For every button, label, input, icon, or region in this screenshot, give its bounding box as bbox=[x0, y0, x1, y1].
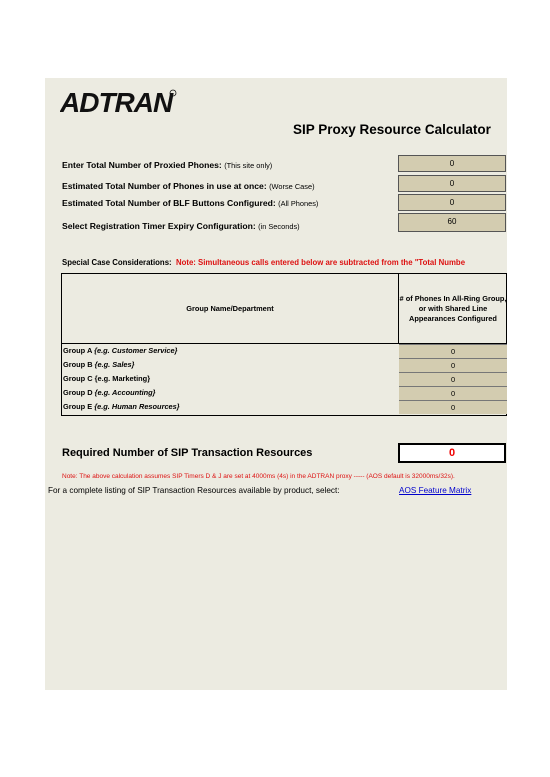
group-c-input[interactable]: 0 bbox=[399, 372, 507, 386]
group-table bbox=[61, 273, 507, 416]
table-row: Group B {e.g. Sales} 0 bbox=[62, 358, 506, 372]
special-case-heading: Special Case Considerations: Note: Simultaneous calls entered below are subtracted from the "Total Numbe bbox=[62, 258, 466, 267]
proxied-phones-label: Enter Total Number of Proxied Phones: (This site only) bbox=[62, 160, 273, 170]
required-resources-label: Required Number of SIP Transaction Resources bbox=[62, 447, 313, 459]
table-row: Group D {e.g. Accounting} 0 bbox=[62, 386, 506, 400]
group-name-header: Group Name/Department bbox=[62, 274, 399, 344]
listing-text: For a complete listing of SIP Transaction Resources available by product, select: bbox=[48, 486, 340, 495]
adtran-logo bbox=[60, 86, 180, 118]
table-row: Group A {e.g. Customer Service} 0 bbox=[62, 344, 506, 358]
group-a-input[interactable]: 0 bbox=[399, 344, 507, 358]
phones-count-header: # of Phones In All-Ring Group, or with Shared Line Appearances Configured bbox=[399, 274, 507, 344]
group-e-input[interactable]: 0 bbox=[399, 400, 507, 414]
group-d-input[interactable]: 0 bbox=[399, 386, 507, 400]
blf-buttons-label: Estimated Total Number of BLF Buttons Configured: (All Phones) bbox=[62, 198, 319, 208]
blf-buttons-input[interactable]: 0 bbox=[398, 194, 506, 211]
table-row: Group C {e.g. Marketing} 0 bbox=[62, 372, 506, 386]
page-title: SIP Proxy Resource Calculator bbox=[293, 122, 491, 137]
registration-timer-select[interactable]: 60 bbox=[398, 213, 506, 232]
aos-feature-matrix-link[interactable]: AOS Feature Matrix bbox=[399, 486, 472, 495]
table-row: Group E {e.g. Human Resources} 0 bbox=[62, 400, 506, 414]
proxied-phones-input[interactable]: 0 bbox=[398, 155, 506, 172]
calculation-note: Note: The above calculation assumes SIP Timers D & J are set at 4000ms (4s) in the ADTRAN proxy ----- (AOS default is 32000ms/32s). bbox=[62, 473, 455, 480]
group-b-input[interactable]: 0 bbox=[399, 358, 507, 372]
required-resources-value: 0 bbox=[398, 443, 506, 463]
svg-text:ADTRAN: ADTRAN bbox=[60, 87, 173, 118]
registration-timer-label: Select Registration Timer Expiry Configuration: (in Seconds) bbox=[62, 221, 300, 231]
phones-in-use-input[interactable]: 0 bbox=[398, 175, 506, 192]
phones-in-use-label: Estimated Total Number of Phones in use at once: (Worse Case) bbox=[62, 181, 315, 191]
